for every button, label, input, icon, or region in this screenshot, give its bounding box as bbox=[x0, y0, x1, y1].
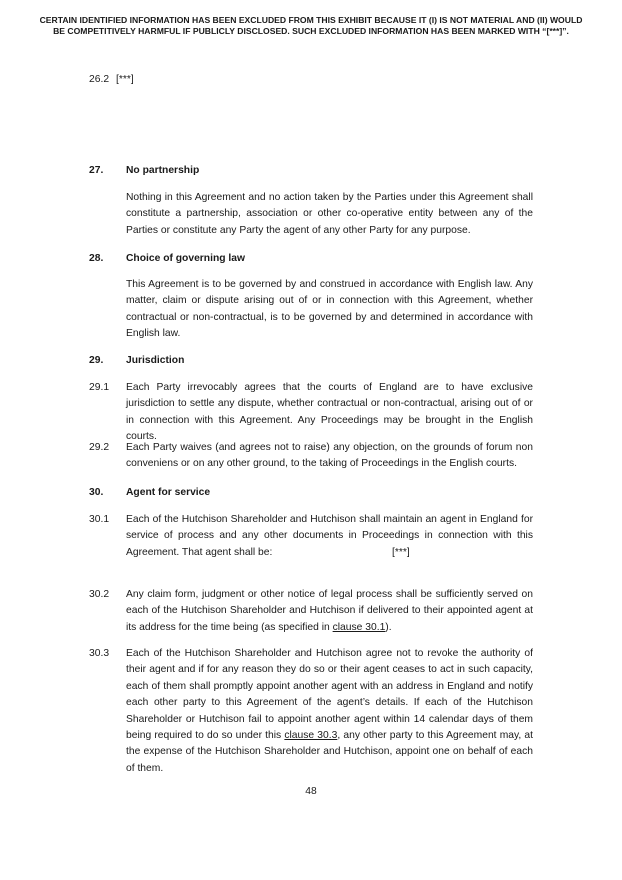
clause-30-3-reference-link[interactable]: clause 30.3 bbox=[284, 730, 338, 742]
clause-30-2-text-after: ). bbox=[385, 621, 392, 633]
section-29-number: 29. bbox=[89, 355, 104, 366]
clause-29-2-text: Each Party waives (and agrees not to raise) any objection, on the grounds of forum non conveniens or on any other ground, to the taking of Proceedings in the English courts. bbox=[126, 442, 533, 470]
clause-30-1-body: Each of the Hutchison Shareholder and Hutchison shall maintain an agent in England for service of process and any other documents in Proceedings in connection with this Agreement. That agent shall be: bbox=[126, 514, 533, 558]
section-30-title: Agent for service bbox=[126, 487, 211, 498]
clause-29-1-number: 29.1 bbox=[89, 382, 110, 393]
clause-30-1-reference-link[interactable]: clause 30.1 bbox=[332, 621, 386, 633]
page-number: 48 bbox=[305, 786, 317, 797]
section-29-title: Jurisdiction bbox=[126, 355, 185, 366]
section-27-number: 27. bbox=[89, 165, 104, 176]
header-line-1: CERTAIN IDENTIFIED INFORMATION HAS BEEN EXCLUDED FROM THIS EXHIBIT BECAUSE IT (I) IS NOT MATERIAL AND (II) WOULD bbox=[39, 15, 583, 25]
section-28-title: Choice of governing law bbox=[126, 253, 245, 264]
clause-30-3-text-after: , any other party to this Agreement may, at the expense of the Hutchison Shareholder and Hutchison, appoint one on behalf of each of them. bbox=[126, 730, 533, 774]
clause-29-2-number: 29.2 bbox=[89, 442, 110, 453]
section-28-number: 28. bbox=[89, 253, 104, 264]
section-27-title: No partnership bbox=[126, 165, 200, 176]
section-28-text: This Agreement is to be governed by and construed in accordance with English law. Any matter, claim or dispute arising out of or in connection with this Agreement, whether contractual or non-contractual, is to be governed by and determined in accordance with English law. bbox=[126, 279, 533, 340]
clause-30-3-number: 30.3 bbox=[89, 648, 110, 659]
clause-30-3-text bbox=[126, 646, 533, 777]
section-30-number: 30. bbox=[89, 487, 104, 498]
header-line-2: BE COMPETITIVELY HARMFUL IF PUBLICLY DISCLOSED. SUCH EXCLUDED INFORMATION HAS BEEN MARKED WITH “[***]”. bbox=[53, 26, 569, 36]
clause-30-2-number: 30.2 bbox=[89, 589, 110, 600]
clause-26-2-redacted: [***] bbox=[116, 74, 134, 85]
clause-29-1-text: Each Party irrevocably agrees that the courts of England are to have exclusive jurisdiction to settle any dispute, whether contractual or non-contractual, arising out of or in connection with this Agreement. Any Proceedings may be brought in the English courts. bbox=[126, 382, 533, 443]
clause-30-3-text-before: Each of the Hutchison Shareholder and Hutchison agree not to revoke the authority of their agent and if for any reason they do so or their agent ceases to act in such capacity, each of them shall promptly appoint another agent with an address in England and notify each other party to this Agreement of the agent’s details. If each of the Hutchison Shareholder or Hutchison fail to appoint another agent within 14 calendar days of them being required to do so under this bbox=[126, 648, 533, 742]
clause-26-2-number: 26.2 bbox=[89, 74, 110, 85]
section-27-text: Nothing in this Agreement and no action taken by the Parties under this Agreement shall constitute a partnership, association or other co-operative entity between any of the Parties or constitute any Party the agent of any other Party for any purpose. bbox=[126, 192, 533, 236]
redaction-notice-header bbox=[30, 15, 592, 37]
clause-30-2-text-before: Any claim form, judgment or other notice of legal process shall be sufficiently served on each of the Hutchison Shareholder and Hutchison if delivered to their appointed agent at its address for the time being (as specified in bbox=[126, 589, 533, 633]
clause-30-2-text bbox=[126, 587, 533, 636]
clause-30-1-redacted-agent: [***] bbox=[392, 547, 410, 558]
clause-30-1-number: 30.1 bbox=[89, 514, 110, 525]
clause-30-1-text bbox=[126, 512, 533, 561]
